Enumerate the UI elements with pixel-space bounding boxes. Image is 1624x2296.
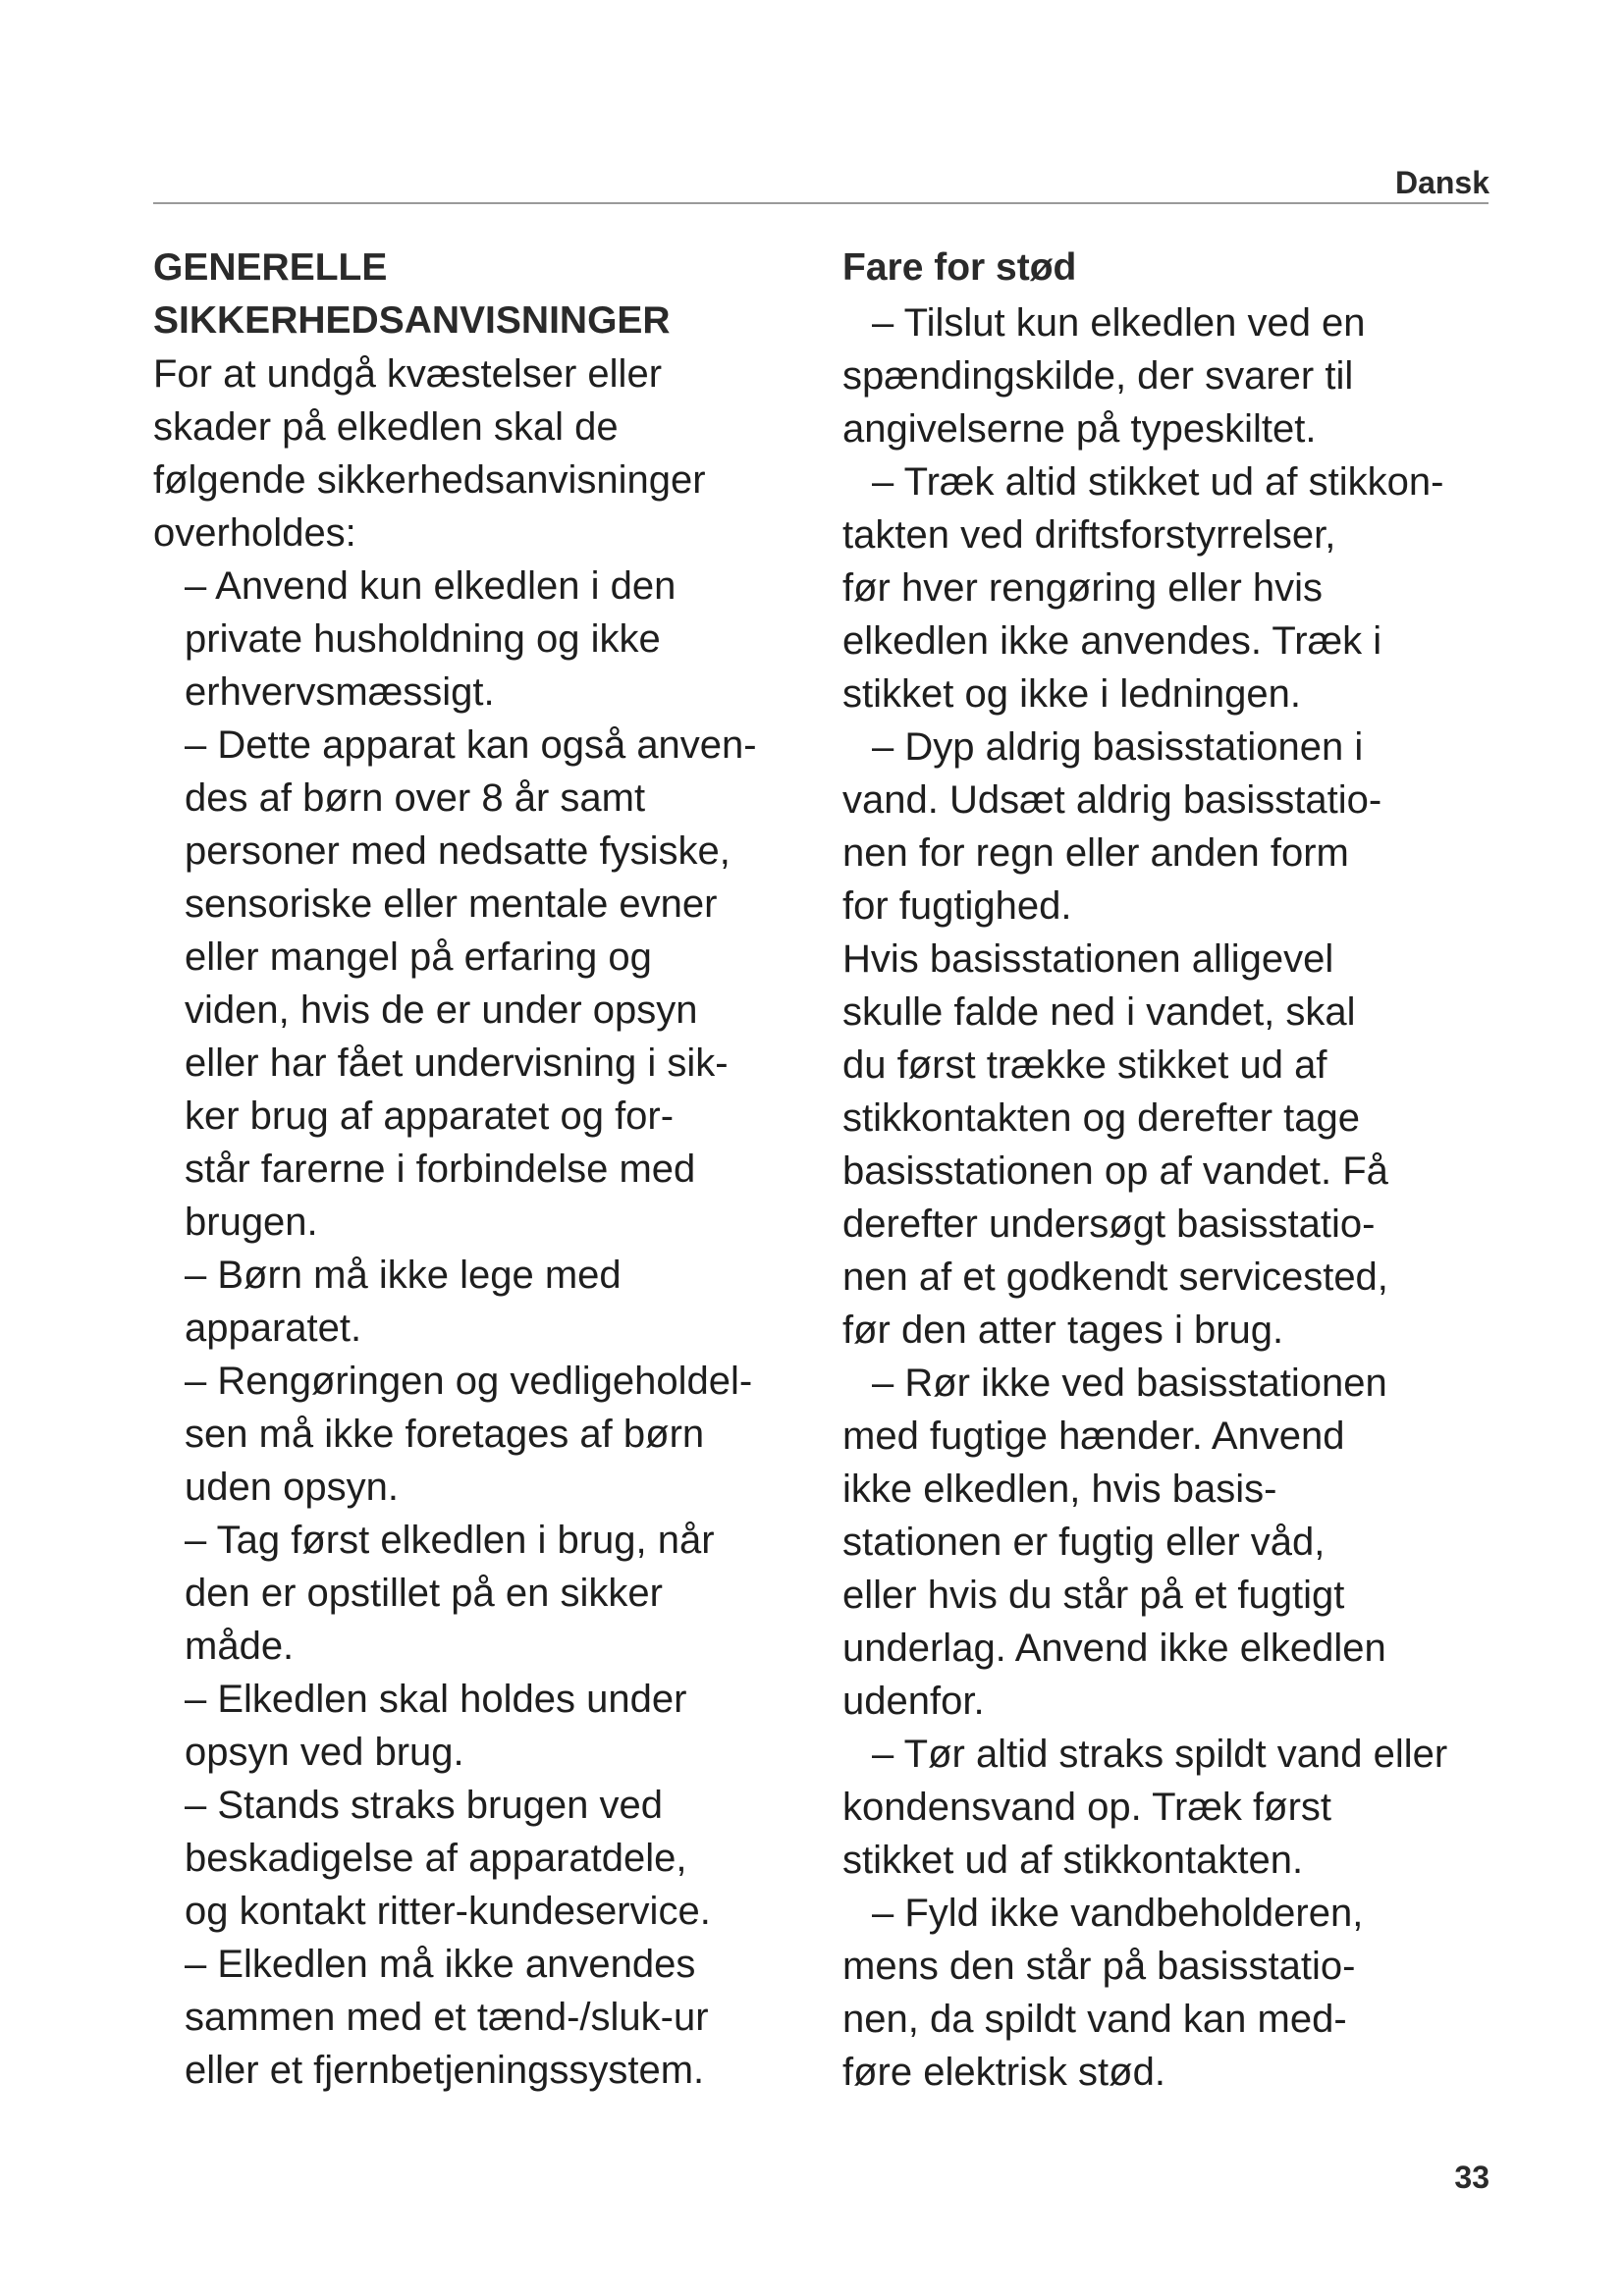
section-heading-general-safety [153, 241, 840, 347]
text-line: – Fyld ikke vandbeholderen, [872, 1892, 1364, 1935]
text-line: du først trække stikket ud af [842, 1043, 1327, 1087]
text-line: – Tilslut kun elkedlen ved en [872, 301, 1366, 345]
text-line: måde. [185, 1625, 295, 1668]
text-line: den er opstillet på en sikker [185, 1572, 663, 1615]
text-line: eller mangel på erfaring og [185, 935, 652, 979]
text-line: derefter undersøgt basisstatio- [842, 1202, 1376, 1246]
heading-line: SIKKERHEDSANVISNINGER [153, 299, 671, 342]
text-line: eller hvis du står på et fugtigt [842, 1574, 1345, 1617]
bullet-item [153, 719, 840, 1249]
text-line: nen for regn eller anden form [842, 831, 1349, 875]
text-line: føre elektrisk stød. [842, 2051, 1165, 2094]
text-line: For at undgå kvæstelser eller [153, 352, 663, 396]
text-line: eller et fjernbetjeningssystem. [185, 2049, 705, 2092]
text-line: nen, da spildt vand kan med- [842, 1998, 1347, 2041]
text-line: – Anvend kun elkedlen i den [185, 564, 677, 608]
text-line: erhvervsmæssigt. [185, 670, 495, 714]
text-line: uden opsyn. [185, 1466, 399, 1509]
text-line: nen af et godkendt servicested, [842, 1255, 1388, 1299]
bullet-item [153, 1779, 840, 1938]
text-line: ikke elkedlen, hvis basis- [842, 1468, 1277, 1511]
text-line: eller har fået undervisning i sik- [185, 1041, 729, 1085]
shock-bullet-list [842, 296, 1530, 2099]
text-line: Hvis basisstationen alligevel [842, 937, 1334, 981]
text-line: står farerne i forbindelse med [185, 1148, 696, 1191]
bullet-item [153, 1673, 840, 1779]
text-line: – Tør altid straks spildt vand eller [872, 1733, 1448, 1776]
text-line: stikkontakten og derefter tage [842, 1096, 1360, 1140]
header-divider [153, 202, 1489, 204]
text-line: des af børn over 8 år samt [185, 776, 646, 820]
bullet-item [153, 560, 840, 719]
text-line: stationen er fugtig eller våd, [842, 1521, 1326, 1564]
text-line: overholdes: [153, 511, 356, 555]
text-line: før den atter tages i brug. [842, 1308, 1284, 1352]
text-line: med fugtige hænder. Anvend [842, 1415, 1345, 1458]
bullet-item [842, 1887, 1530, 2099]
text-line: sensoriske eller mentale evner [185, 882, 718, 926]
text-line: private husholdning og ikke [185, 617, 661, 661]
heading-line: GENERELLE [153, 246, 388, 289]
left-column [153, 241, 840, 2097]
text-line: apparatet. [185, 1307, 362, 1350]
bullet-item [842, 296, 1530, 455]
bullet-item [842, 1728, 1530, 1887]
text-line: for fugtighed. [842, 884, 1072, 928]
text-line: stikket ud af stikkontakten. [842, 1839, 1304, 1882]
section-heading-shock-hazard: Fare for stød [842, 246, 1077, 289]
text-line: udenfor. [842, 1680, 985, 1723]
bullet-item [842, 455, 1530, 721]
text-line: personer med nedsatte fysiske, [185, 829, 731, 873]
text-line: vand. Udsæt aldrig basisstatio- [842, 778, 1382, 822]
bullet-item [153, 1249, 840, 1355]
text-line: – Stands straks brugen ved [185, 1784, 663, 1827]
text-line: takten ved driftsforstyrrelser, [842, 513, 1336, 557]
page-number: 33 [1454, 2160, 1489, 2195]
bullet-item [153, 1938, 840, 2097]
text-line: – Rør ikke ved basisstationen [872, 1362, 1387, 1405]
text-line: beskadigelse af apparatdele, [185, 1837, 687, 1880]
bullet-item [153, 1355, 840, 1514]
text-line: ker brug af apparatet og for- [185, 1095, 675, 1138]
text-line: basisstationen op af vandet. Få [842, 1149, 1388, 1193]
text-line: sammen med et tænd-/sluk-ur [185, 1996, 709, 2039]
language-label: Dansk [1394, 165, 1489, 200]
bullet-item [153, 1514, 840, 1673]
intro-paragraph [153, 347, 840, 560]
text-line: viden, hvis de er under opsyn [185, 988, 698, 1032]
text-line: skulle falde ned i vandet, skal [842, 990, 1356, 1034]
text-line: angivelserne på typeskiltet. [842, 407, 1317, 451]
text-line: – Elkedlen skal holdes under [185, 1678, 687, 1721]
text-line: sen må ikke foretages af børn [185, 1413, 705, 1456]
bullet-item [842, 721, 1530, 1357]
text-line: følgende sikkerhedsanvisninger [153, 458, 706, 502]
text-line: – Elkedlen må ikke anvendes [185, 1943, 696, 1986]
text-line: – Tag først elkedlen i brug, når [185, 1519, 715, 1562]
text-line: brugen. [185, 1201, 318, 1244]
text-line: – Børn må ikke lege med [185, 1254, 622, 1297]
bullet-item [842, 1357, 1530, 1728]
text-line: før hver rengøring eller hvis [842, 566, 1324, 610]
text-line: og kontakt ritter-kundeservice. [185, 1890, 711, 1933]
text-line: stikket og ikke i ledningen. [842, 672, 1301, 716]
text-line: – Træk altid stikket ud af stikkon- [872, 460, 1444, 504]
text-line: spændingskilde, der svarer til [842, 354, 1354, 398]
text-line: skader på elkedlen skal de [153, 405, 619, 449]
text-line: underlag. Anvend ikke elkedlen [842, 1627, 1386, 1670]
text-line: – Dette apparat kan også anven- [185, 723, 757, 767]
text-line: – Dyp aldrig basisstationen i [872, 725, 1364, 769]
text-line: mens den står på basisstatio- [842, 1945, 1356, 1988]
text-line: kondensvand op. Træk først [842, 1786, 1332, 1829]
text-line: elkedlen ikke anvendes. Træk i [842, 619, 1382, 663]
text-line: – Rengøringen og vedligeholdel- [185, 1360, 753, 1403]
text-line: opsyn ved brug. [185, 1731, 464, 1774]
right-column [842, 241, 1530, 2099]
safety-bullet-list [153, 560, 840, 2097]
